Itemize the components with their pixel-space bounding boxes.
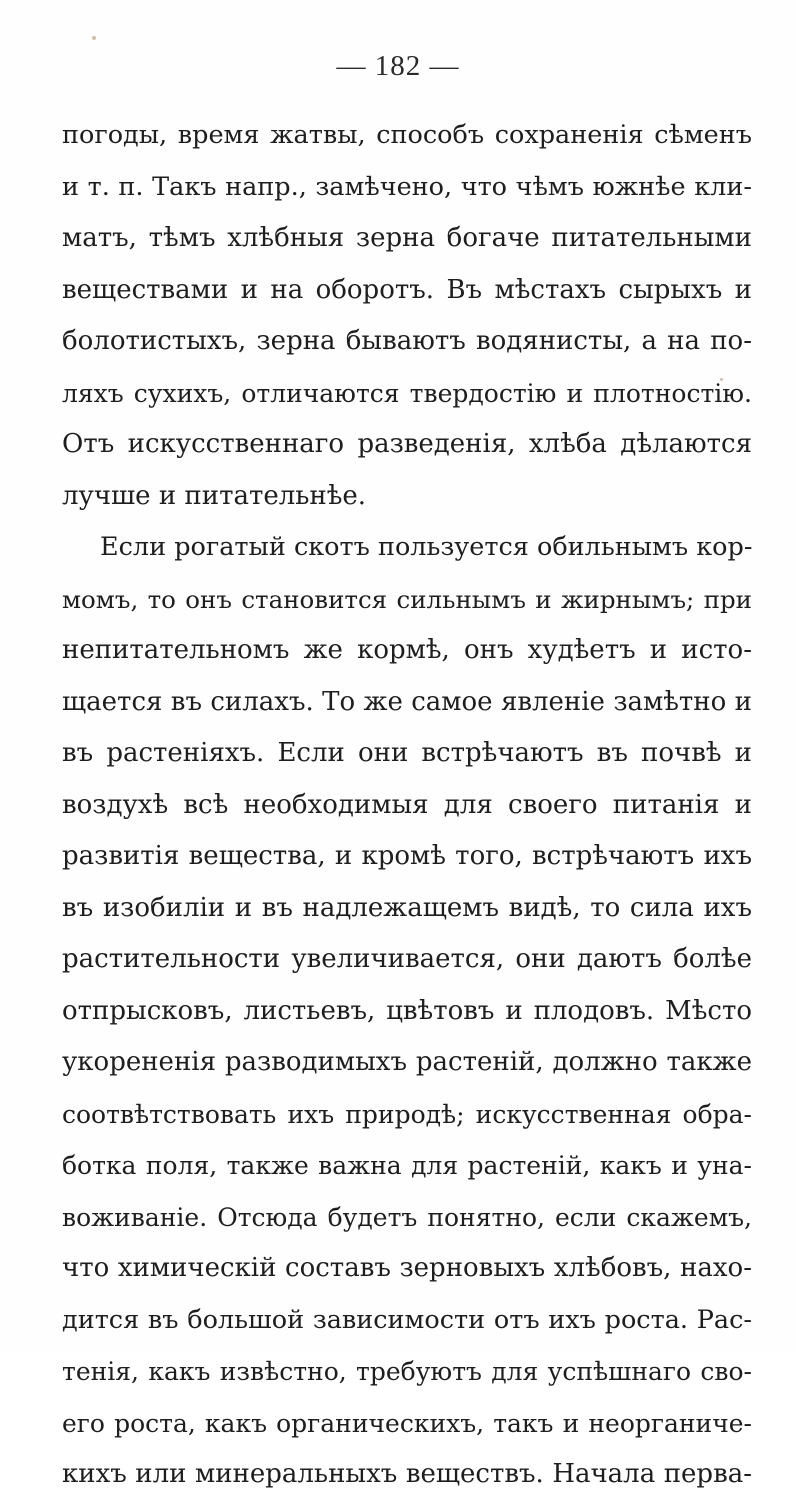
body-text (62, 110, 752, 1501)
text-line: тенія, какъ извѣстно, требуютъ для успѣшнаго сво- (62, 1357, 752, 1386)
text-line: кихъ или минеральныхъ веществъ. Начала перва- (62, 1459, 752, 1489)
page-number: — 182 — (336, 50, 460, 82)
text-line: болотистыхъ, зерна бываютъ водянисты, а на по- (62, 326, 752, 356)
text-line: въ изобиліи и въ надлежащемъ видѣ, то сила ихъ (62, 892, 752, 923)
text-line: воздухѣ всѣ необходимыя для своего питанія и (62, 789, 752, 820)
text-line: матъ, тѣмъ хлѣбныя зерна богаче питательными (62, 223, 752, 253)
text-line: ляхъ сухихъ, отличаются твердостію и плотностію. (62, 378, 752, 408)
text-line: веществами и на оборотъ. Въ мѣстахъ сырыхъ и (62, 274, 752, 305)
text-line: отпрысковъ, листьевъ, цвѣтовъ и плодовъ. Мѣсто (62, 995, 752, 1026)
text-line: въ растеніяхъ. Если они встрѣчаютъ въ почвѣ и (62, 738, 752, 768)
text-line: его роста, какъ органическихъ, такъ и неорганиче- (62, 1408, 752, 1438)
text-line: погоды, время жатвы, способъ сохраненія сѣменъ (62, 120, 752, 150)
text-line: ботка поля, также важна для растеній, какъ и уна- (62, 1151, 752, 1180)
text-line: укорененія разводимыхъ растеній, должно также (62, 1047, 752, 1077)
text-line: и т. п. Такъ напр., замѣчено, что чѣмъ южнѣе кли- (62, 171, 752, 202)
text-line: развитія вещества, и кромѣ того, встрѣчаютъ ихъ (62, 841, 752, 871)
text-line: соотвѣтствовать ихъ природѣ; искусственная обра- (62, 1099, 752, 1129)
text-line: лучше и питательнѣе. (62, 480, 367, 511)
text-line: растительности увеличивается, они даютъ болѣе (62, 944, 752, 974)
paper-speck-top-left (92, 36, 96, 40)
text-line: момъ, то онъ становится сильнымъ и жирнымъ; при (62, 584, 752, 614)
text-line: дится въ большой зависимости отъ ихъ роста. Рас- (62, 1304, 752, 1335)
text-line: непитательномъ же кормѣ, онъ худѣетъ и исто- (62, 635, 752, 665)
text-line: воживаніе. Отсюда будетъ понятно, если скажемъ, (62, 1202, 752, 1232)
text-line: Отъ искусственнаго разведенія, хлѣба дѣлаются (62, 429, 752, 459)
text-line: щается въ силахъ. То же самое явленіе замѣтно и (62, 686, 752, 717)
text-line: Если рогатый скотъ пользуется обильнымъ кор- (100, 532, 752, 562)
text-line: что химическій составъ зерновыхъ хлѣбовъ, нахо- (62, 1253, 752, 1283)
